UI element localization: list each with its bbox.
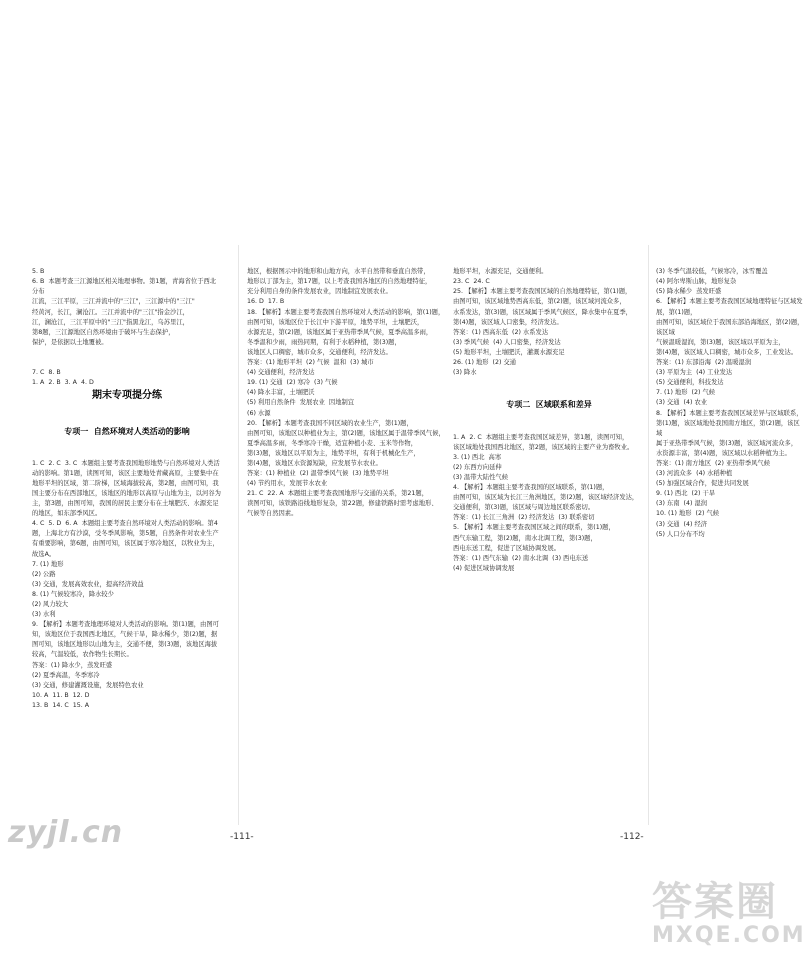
text-line: 10. A 11. B 12. D: [32, 691, 90, 699]
text-line: 23. C 24. C: [453, 278, 490, 286]
text-line: 7. (1) 地形: [32, 560, 64, 568]
text-line: 地形平坦，水源充足，交通便利。: [453, 268, 548, 276]
exam-heading: 期末专项提分练: [92, 390, 162, 402]
text-line: 充分利用自身的条件发展农业，因地制宜发展农业。: [247, 288, 392, 296]
text-line: 10. (1) 地形 (2) 气候: [656, 510, 720, 518]
text-line: (5) 加强区域合作，促进共同发展: [656, 480, 749, 488]
text-line: (4) 节约用水，发展节水农业: [247, 480, 328, 488]
text-line: (5) 降水稀少 蒸发旺盛: [656, 288, 722, 296]
text-line: 19. (1) 交通 (2) 寒冷 (3) 气候: [247, 379, 338, 387]
page-number-left: -111-: [230, 832, 254, 842]
text-line: 江流，三江平原，三江并流中的"三江"，三江源中的"三江": [32, 298, 195, 306]
text-line: 答案：(1) 西高东低 (2) 水系发达: [453, 328, 549, 336]
text-line: 答案：(1) 种植业 (2) 温带季风气候 (3) 地势平坦: [247, 470, 389, 478]
text-line: 交通便利，第(3)题，该区域与周边地区联系密切。: [453, 504, 595, 512]
watermark-right-en: MXQE.COM: [652, 923, 806, 948]
watermark-left: zyjl.cn: [8, 815, 124, 850]
text-line: 该区域地处我国西北地区，第2题，该区域的主要产业为畜牧业。: [453, 443, 634, 451]
text-line: 经黄河，长江，澜沧江。三江并流中的"三江"指金沙江，: [32, 308, 189, 316]
text-line: 冬季温和少雨，雨热同期，有利于水稻种植，第(3)题，: [247, 338, 401, 346]
watermark-right-cn: 答案圈: [652, 879, 778, 925]
text-line: (3) 水利: [32, 611, 56, 619]
text-line: 由图可知，该地区位于长江中下游平原，地势平坦，土壤肥沃，: [247, 318, 424, 326]
text-line: 气候等自然因素。: [247, 510, 298, 518]
text-line: 18. 【解析】本题主要考查我国自然环境对人类活动的影响，第(1)题，: [247, 308, 445, 316]
text-line: 答案：(1) 东部沿海 (2) 温暖湿润: [656, 359, 752, 367]
text-line: (3) 交通 (4) 经济: [656, 520, 708, 528]
text-line: 读图可知，该铁路沿线地形复杂，第22题，修建铁路时需考虑地形、: [247, 500, 438, 508]
text-line: 16. D 17. B: [247, 298, 285, 306]
text-line: (3) 降水: [453, 369, 477, 377]
text-line: 水系发达，第(3)题，该区域属于季风气候区，降水集中在夏季，: [453, 308, 632, 316]
text-line: 江，澜沧江，三江平原中的"三江"指黑龙江，乌苏里江，: [32, 318, 189, 326]
text-line: 属于亚热带季风气候，第(3)题，该区域河流众多，: [656, 439, 798, 447]
text-line: 西气东输工程，第(2)题，南水北调工程，第(3)题，: [453, 534, 597, 542]
text-line: (4) 阿尔卑斯山脉，地形复杂: [656, 278, 737, 286]
col3-body: [453, 433, 645, 574]
text-line: 13. B 14. C 15. A: [32, 701, 90, 709]
text-line: 7. C 8. B: [32, 369, 61, 377]
text-line: (5) 地形平坦，土壤肥沃，灌溉水源充足: [453, 348, 565, 356]
text-line: 5. 【解析】本题主要考查我国区域之间的联系，第(1)题，: [453, 524, 615, 532]
text-line: (3) 交通 (4) 农业: [656, 399, 708, 407]
text-line: (3) 河流众多 (4) 水稻种植: [656, 470, 733, 478]
text-line: 第8题，三江源地区自然环境由于破坏与生态保护，: [32, 328, 175, 336]
text-line: 26. (1) 地形 (2) 交通: [453, 359, 517, 367]
text-line: 6. 【解析】本题主要考查我国区域地理特征与区域发展，第(1)题，: [656, 298, 803, 316]
text-line: (4) 交通便利，经济发达: [247, 369, 315, 377]
text-line: (3) 东南 (4) 湿润: [656, 500, 708, 508]
text-line: 8. 【解析】本题主要考查我国区域差异与区域联系，: [656, 409, 803, 417]
text-line: 气候温暖湿润，第(3)题，该区域以平原为主，: [656, 338, 785, 346]
text-line: 7. (1) 地形 (2) 气候: [656, 389, 716, 397]
text-line: (4) 降水丰富，土壤肥沃: [247, 389, 315, 397]
text-line: 4. C 5. D 6. A 本题组主要考查自然环境对人类活动的影响。第4题，上海北方有沙漠，受冬季风影响，第5题，自然条件对农业生产有重要影响，第6题，由图可知，该区属于寒冷地区，以牧业为主，故选A。: [32, 520, 219, 558]
text-line: 6. B 本题考查三江源地区相关地理事物。第1题，青海省位于西北分布: [32, 278, 217, 296]
text-line: (2) 东西方向延伸: [453, 463, 502, 471]
section-title-1: 专项一 自然环境对人类活动的影响: [64, 426, 190, 436]
column-2: [247, 247, 447, 540]
col2-body: [247, 267, 447, 519]
text-line: (5) 利用自然条件 发展农业 因地制宜: [247, 399, 355, 407]
column-4: [656, 247, 806, 560]
col3-top: [453, 267, 645, 378]
text-line: (2) 夏季高温，冬季寒冷: [32, 671, 100, 679]
text-line: 答案：(1) 降水少，蒸发旺盛: [32, 661, 113, 669]
text-line: 答案：(1) 地形平坦 (2) 气候 温和 (3) 城市: [247, 359, 374, 367]
text-line: 答案：(1) 长江三角洲 (2) 经济发达 (3) 联系密切: [453, 514, 595, 522]
section-title-2: 专项二 区域联系和差异: [506, 400, 592, 410]
text-line: 该地区人口稠密，城市众多，交通便利，经济发达。: [247, 348, 392, 356]
text-line: 21. C 22. A 本题组主要考查我国地形与交通的关系，第21题，: [247, 490, 428, 498]
text-line: 西电东送工程，促进了区域协调发展。: [453, 544, 561, 552]
text-line: (5) 交通便利，科技发达: [656, 379, 724, 387]
col1-body: [32, 459, 222, 711]
text-line: 由图可知，该区域为长江三角洲地区，第(2)题，该区域经济发达，: [453, 494, 639, 502]
column-divider: [648, 245, 649, 825]
text-line: 1. A 2. B 3. A 4. D: [32, 379, 94, 387]
text-line: 3. (1) 西北 高寒: [453, 453, 502, 461]
watermark-right: [652, 879, 806, 952]
text-line: (2) 公路: [32, 570, 56, 578]
text-line: 8. (1) 气候较寒冷，降水较少: [32, 590, 114, 598]
column-3: [453, 247, 645, 594]
text-line: (6) 水源: [247, 409, 271, 417]
col4-body: [656, 267, 806, 540]
column-divider: [238, 245, 239, 825]
text-line: (3) 交通，修建灌溉设施，发展特色农业: [32, 681, 144, 689]
text-line: (4) 促进区域协调发展: [453, 564, 515, 572]
text-line: 答案：(1) 南方地区 (2) 亚热带季风气候: [656, 459, 771, 467]
text-line: (2) 风力较大: [32, 601, 69, 608]
text-line: 5. B: [32, 268, 45, 276]
text-line: 9. 【解析】本题考查地理环境对人类活动的影响。第(1)题，由图可知，该地区位于我国西北地区，气候干旱，降水稀少，第(2)题，据图可知，该地区地形以山地为主，交通不便，第(3)题，该地区海拔较高，气温较低，农作物生长期长。: [32, 621, 219, 659]
text-line: 9. (1) 西北 (2) 干旱: [656, 490, 716, 498]
text-line: 地形以丁部为主，第17题，以上考查我国各地区的自然地理特征，: [247, 278, 432, 286]
text-line: 第(4)题，该地区水资源短缺，应发展节水农业。: [247, 459, 382, 467]
text-line: 地区，根据图示中的地形和山地方向，水平自然带和垂直自然带，: [247, 268, 430, 276]
text-line: (3) 平原为主 (4) 工业发达: [656, 369, 733, 377]
text-line: 由图可知，该区域位于我国东部沿海地区，第(2)题，该区域: [656, 318, 804, 336]
column-1: [32, 247, 222, 731]
text-line: 答案：(1) 西气东输 (2) 南水北调 (3) 西电东送: [453, 554, 589, 562]
text-line: (3) 温带大陆性气候: [453, 473, 508, 481]
text-line: 第(4)题，该区域人口密集，经济发达。: [453, 318, 563, 326]
text-line: 由图可知，该地区以种植业为主，第(2)题，该地区属于温带季风气候，: [247, 429, 445, 437]
text-line: 第(4)题，该区域人口稠密，城市众多，工业发达。: [656, 348, 798, 356]
col1-mid: [32, 368, 222, 404]
text-line: 第(1)题，该区域地处我国南方地区，第(2)题，该区域: [656, 419, 800, 437]
text-line: (3) 季风气候 (4) 人口密集，经济发达: [453, 338, 561, 346]
text-line: (3) 交通，发展高效农业，提高经济效益: [32, 580, 144, 588]
text-line: 1. C 2. C 3. C 本题组主要考查我国地形地势与自然环境对人类活动的影响。第1题，读图可知，该区主要地处青藏高原，主要集中在地形平坦的区域，第二阶梯，区域海拔较高，第2题，由图可知，我国主要分布在西部地区，该地区的地形以高原与山地为主，以河谷为主，第3题，由图可知，我国的居民主要分布在土壤肥沃、水源充足的地区，如东部季风区。: [32, 459, 221, 518]
text-line: 4. 【解析】本题组主要考查我国的区域联系，第(1)题，: [453, 484, 609, 492]
page-number-right: -112-: [620, 832, 644, 842]
text-line: 水源充足，第(2)题，该地区属于亚热带季风气候，夏季高温多雨，: [247, 328, 433, 336]
text-line: (5) 人口分布不均: [656, 530, 705, 538]
text-line: 25. 【解析】本题主要考查我国区域的自然地理特征，第(1)题，: [453, 288, 632, 296]
text-line: 1. A 2. C 本题组主要考查我国区域差异，第1题，读图可知，: [453, 433, 629, 441]
text-line: 20. 【解析】本题考查我国不同区域的农业生产，第(1)题，: [247, 419, 413, 427]
text-line: 保护，是依据以土地覆被。: [32, 338, 108, 346]
text-line: 第(3)题，该地区以平原为主，地势平坦，有利于机械化生产，: [247, 449, 420, 457]
text-line: 由图可知，该区域地势西高东低，第(2)题，该区域河流众多，: [453, 298, 626, 306]
text-line: 夏季高温多雨，冬季寒冷干燥，适宜种植小麦、玉米等作物，: [247, 439, 418, 447]
col1-top: [32, 267, 222, 348]
text-line: 水资源丰富，第(4)题，该区域以水稻种植为主。: [656, 449, 791, 457]
text-line: (3) 冬季气温较低，气候寒冷，冰雪覆盖: [656, 268, 768, 276]
